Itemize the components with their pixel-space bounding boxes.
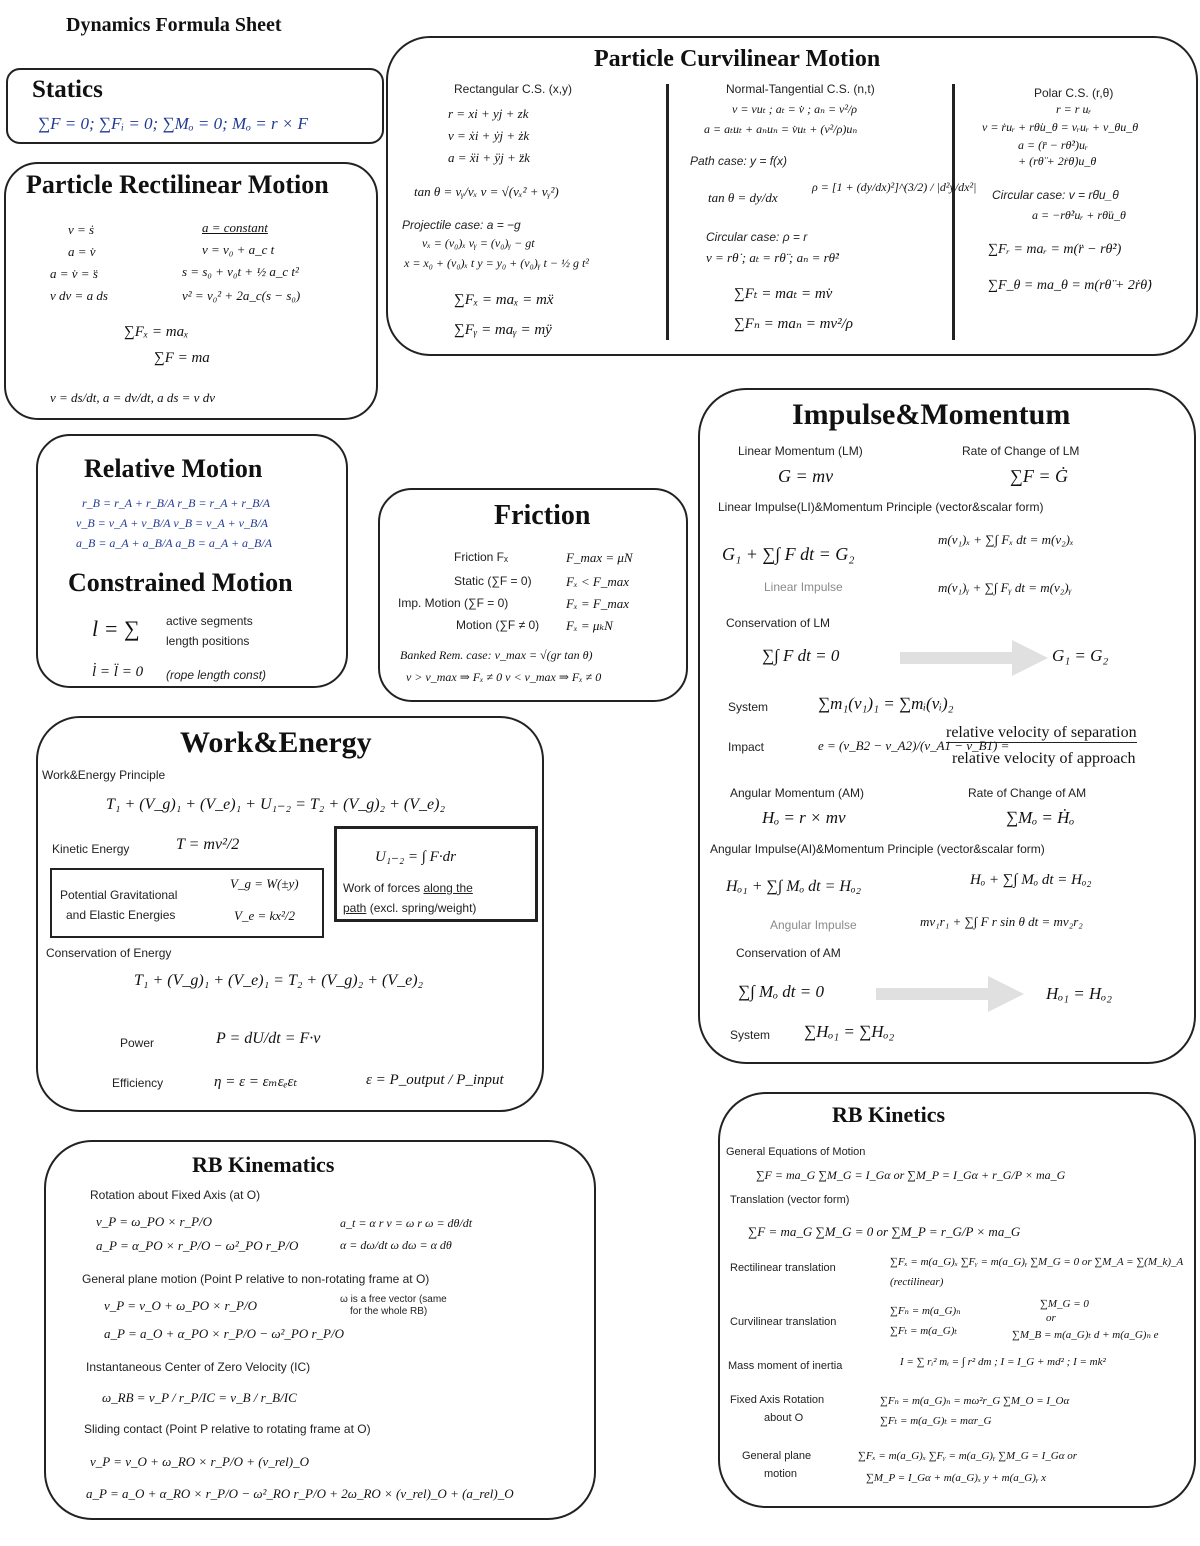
work-power: P = dU/dt = F·v <box>216 1030 321 1047</box>
rbkinetics-fixed-label-0: Fixed Axis Rotation <box>730 1394 825 1406</box>
rbkinetics-curv-1: ∑Fₜ = m(a_G)ₜ <box>890 1325 958 1337</box>
impulse-scalar-1: m(v₁)ᵧ + ∑∫ Fᵧ dt = m(v₂)ᵧ <box>938 580 1072 595</box>
curv-nt-row-1: a = aₜuₜ + aₙuₙ = v̇uₜ + (v²/ρ)uₙ <box>704 122 858 136</box>
friction-label-2: Imp. Motion (∑F = 0) <box>398 596 509 610</box>
rbkinetics-moi: I = ∑ rᵢ² mᵢ = ∫ r² dm ; I = I_G + md² ; I = mk² <box>900 1356 1106 1368</box>
curv-polar-row-1: v = ṙuᵣ + rθ̇u_θ = vᵣuᵣ + v_θu_θ <box>982 120 1139 134</box>
friction-banked2: v > v_max ⇒ Fₓ ≠ 0 v < v_max ⇒ Fₓ ≠ 0 <box>406 670 602 684</box>
rbkin-gp-label: General plane motion (Point P relative to non-rotating frame at O) <box>82 1272 430 1286</box>
work-pe-0: V_g = W(±y) <box>230 876 299 891</box>
friction-value-2: Fₓ = F_max <box>566 596 630 611</box>
rect-right-2: v² = v₀² + 2a_c(s − s₀) <box>182 288 301 303</box>
work-principle: T₁ + (V_g)₁ + (V_e)₁ + U₁₋₂ = T₂ + (V_g)₂ + (V_e)₂ <box>106 796 445 813</box>
constrained-term-1: length positions <box>166 634 250 648</box>
rbkin-rot-1: a_P = α_PO × r_P/O − ω²_PO r_P/O <box>96 1238 299 1253</box>
impulse-ai-note: Angular Impulse <box>770 918 857 932</box>
impulse-rate-lm: ∑F = Ġ <box>1010 466 1068 486</box>
rbkin-gp-note-0: ω is a free vector (same <box>340 1294 447 1305</box>
rectilinear-box <box>4 162 378 420</box>
constrained-header: Constrained Motion <box>68 568 293 597</box>
rbkin-gp-0: v_P = v_O + ω_PO × r_P/O <box>104 1298 257 1313</box>
work-note-1-text: Work of forces <box>343 881 424 895</box>
rbkin-slide-0: v_P = v_O + ω_RO × r_P/O + (v_rel)_O <box>90 1454 310 1469</box>
curv-rect-row-0: r = xi + yj + zk <box>448 106 529 121</box>
impulse-cons-right: G₁ = G₂ <box>1052 646 1109 665</box>
work-note-2-text: (excl. spring/weight) <box>366 901 477 915</box>
curv-rect-sum-1: ∑Fᵧ = maᵧ = mÿ <box>454 322 552 338</box>
rbkinetics-moi-label: Mass moment of inertia <box>728 1360 843 1372</box>
relative-row-2: a_B = a_A + a_B/A a_B = a_A + a_B/A <box>76 536 273 550</box>
curv-rect-tan: tan θ = vᵧ/vₓ v = √(vₓ² + vᵧ²) <box>414 184 559 199</box>
impulse-box <box>698 388 1196 1064</box>
work-cons-label: Conservation of Energy <box>46 946 172 960</box>
curv-path-1: ρ = [1 + (dy/dx)²]^(3/2) / |d²y/dx²| <box>812 180 977 194</box>
relative-row-0: r_B = r_A + r_B/A r_B = r_A + r_B/A <box>82 496 271 510</box>
impulse-system-label: System <box>728 700 769 714</box>
work-pe-1: V_e = kx²/2 <box>234 908 296 923</box>
friction-value-1: Fₓ < F_max <box>566 574 630 589</box>
rbkinetics-trans-label: Translation (vector form) <box>730 1194 850 1206</box>
work-ke-label: Kinetic Energy <box>52 842 130 856</box>
work-ke: T = mv²/2 <box>176 836 240 853</box>
curv-nt-sum-1: ∑Fₙ = maₙ = mv²/ρ <box>734 316 853 332</box>
curv-polar-circ-title: Circular case: v = rθ̇u_θ <box>992 188 1119 202</box>
work-pe-box <box>50 868 324 938</box>
rbkinetics-curv-right-0: ∑M_G = 0 <box>1040 1298 1089 1310</box>
impulse-rate-am-label: Rate of Change of AM <box>968 786 1087 800</box>
work-power-label: Power <box>120 1036 155 1050</box>
sheet-title: Dynamics Formula Sheet <box>66 14 282 36</box>
rect-left-3: v dv = a ds <box>50 288 108 303</box>
curv-proj-title: Projectile case: a = −g <box>402 218 521 232</box>
curv-path-title: Path case: y = f(x) <box>690 154 788 168</box>
impulse-am: Hₒ = r × mv <box>762 808 846 827</box>
curv-nt-sum-0: ∑Fₜ = maₜ = mv̇ <box>734 286 833 302</box>
curv-polar-row-2: a = (r̈ − rθ̇²)uᵣ <box>1018 138 1088 152</box>
impulse-system: ∑m₁(v₁)₁ = ∑mᵢ(vᵢ)₂ <box>818 694 954 713</box>
rbkin-ic-label: Instantaneous Center of Zero Velocity (IC) <box>86 1360 311 1374</box>
rbkin-header: RB Kinematics <box>192 1152 335 1177</box>
friction-banked: Banked Rem. case: v_max = √(gr tan θ) <box>400 648 593 662</box>
work-box <box>36 716 544 1112</box>
curvilinear-box <box>386 36 1198 356</box>
curv-polar-sum-1: ∑F_θ = ma_θ = m(rθ̈ + 2ṙθ̇) <box>988 278 1152 293</box>
work-eff: η = ε = εₘεₑεₜ <box>214 1074 298 1090</box>
friction-value-0: F_max = μN <box>566 550 633 565</box>
rect-right-0: v = v₀ + a_c t <box>202 242 275 257</box>
rbkin-rot-0: v_P = ω_PO × r_P/O <box>96 1214 213 1229</box>
work-note-2-underlined: path <box>343 901 367 915</box>
constrained-term-0: active segments <box>166 614 253 628</box>
curv-polar-sum-0: ∑Fᵣ = maᵣ = m(r̈ − rθ̇²) <box>988 242 1122 257</box>
rect-left-2: a = v̇ = s̈ <box>50 266 98 281</box>
impulse-aim: Hₒ₁ + ∑∫ Mₒ dt = Hₒ₂ <box>726 878 862 895</box>
impulse-aim-scalar-0: Hₒ + ∑∫ Mₒ dt = Hₒ₂ <box>970 872 1092 888</box>
work-eff2: ε = P_output / P_input <box>366 1072 504 1088</box>
rbkinetics-box <box>718 1092 1196 1508</box>
impulse-aim-label: Angular Impulse(AI)&Momentum Principle (vector&scalar form) <box>710 842 1045 856</box>
curv-proj-0: vₓ = (v₀)ₓ vᵧ = (v₀)ᵧ − gt <box>422 236 535 250</box>
rect-left-1: a = v̇ <box>68 244 96 259</box>
rbkinetics-gpm-1: ∑M_P = I_Gα + m(a_G)ₓ y + m(a_G)ᵧ x <box>866 1472 1047 1484</box>
impulse-cons-am-label: Conservation of AM <box>736 946 841 960</box>
impulse-cons-label: Conservation of LM <box>726 616 831 630</box>
curv-rect-title: Rectangular C.S. (x,y) <box>454 82 573 96</box>
rect-newton-0: ∑Fₓ = maₓ <box>124 324 189 340</box>
impulse-impact-label: Impact <box>728 740 765 754</box>
rbkin-gp-note-1: for the whole RB) <box>350 1306 428 1317</box>
rectilinear-header: Particle Rectilinear Motion <box>26 170 329 199</box>
impulse-rate-lm-label: Rate of Change of LM <box>962 444 1080 458</box>
curv-divider-2 <box>952 84 955 340</box>
work-u-box <box>334 826 538 922</box>
rbkinetics-curv-right-1: or <box>1046 1312 1056 1324</box>
friction-header: Friction <box>494 500 591 531</box>
rect-bottom: v = ds/dt, a = dv/dt, a ds = v dv <box>50 390 215 405</box>
constrained-eq1: l = ∑ <box>92 616 140 641</box>
impulse-lm: G = mv <box>778 466 834 486</box>
work-u-formula: U₁₋₂ = ∫ F·dr <box>375 849 456 865</box>
impulse-cons-am-left: ∑∫ Mₒ dt = 0 <box>738 982 824 1001</box>
curv-divider-1 <box>666 84 669 340</box>
curv-polar-title: Polar C.S. (r,θ) <box>1034 86 1114 100</box>
curv-circ: v = rθ̇ ; aₜ = rθ̈ ; aₙ = rθ̇² <box>706 250 839 265</box>
curv-nt-title: Normal-Tangential C.S. (n,t) <box>726 82 875 96</box>
friction-box <box>378 488 688 702</box>
rbkin-rot-right-1: α = dω/dt ω dω = α dθ <box>340 1238 452 1252</box>
impulse-system-am: ∑Hₒ₁ = ∑Hₒ₂ <box>804 1022 895 1041</box>
rect-newton-1: ∑F = ma <box>154 350 210 366</box>
rbkinetics-header: RB Kinetics <box>832 1102 946 1127</box>
relative-box <box>36 434 348 688</box>
statics-header: Statics <box>32 76 103 103</box>
impulse-impact-den: relative velocity of approach <box>952 750 1136 767</box>
rbkinetics-curv-label: Curvilinear translation <box>730 1316 837 1328</box>
impulse-system-am-label: System <box>730 1028 771 1042</box>
impulse-rate-am: ∑Mₒ = Ḣₒ <box>1006 808 1075 827</box>
rbkinetics-curv-right-2: ∑M_B = m(a_G)ₜ d + m(a_G)ₙ e <box>1012 1329 1159 1341</box>
impulse-impact-num: relative velocity of separation <box>946 724 1137 741</box>
rbkinetics-fixed-1: ∑Fₜ = m(a_G)ₜ = mαr_G <box>880 1415 992 1427</box>
curv-polar-row-3: + (rθ̈ + 2ṙθ̇)u_θ <box>1018 154 1097 168</box>
friction-label-0: Friction Fₓ <box>454 550 508 564</box>
impulse-principle-label: Linear Impulse(LI)&Momentum Principle (vector&scalar form) <box>718 500 1044 514</box>
impulse-cons-arrow <box>900 638 1050 678</box>
constrained-eq2: l̇ = l̈ = 0 <box>92 664 144 680</box>
rbkin-box <box>44 1140 596 1520</box>
rbkin-gp-1: a_P = a_O + α_PO × r_P/O − ω²_PO r_P/O <box>104 1326 344 1341</box>
work-note-2 <box>343 901 476 915</box>
work-eff-label: Efficiency <box>112 1076 164 1090</box>
rbkinetics-fixed-0: ∑Fₙ = m(a_G)ₙ = mω²r_G ∑M_O = I_Oα <box>880 1395 1070 1407</box>
curv-polar-circ: a = −rθ̇²uᵣ + rθ̈u_θ <box>1032 208 1126 222</box>
work-pe-label-0: Potential Gravitational <box>60 888 178 902</box>
rbkin-ic: ω_RB = v_P / r_P/IC = v_B / r_B/IC <box>102 1390 297 1405</box>
curv-nt-row-0: v = vuₜ ; aₜ = v̇ ; aₙ = v²/ρ <box>732 102 858 116</box>
rbkinetics-trans: ∑F = ma_G ∑M_G = 0 or ∑M_P = r_G/P × ma_G <box>748 1224 1021 1239</box>
impulse-header: Impulse&Momentum <box>792 398 1071 431</box>
impulse-li-note: Linear Impulse <box>764 580 843 594</box>
curv-circ-title: Circular case: ρ = r <box>706 230 808 244</box>
work-header: Work&Energy <box>180 726 372 759</box>
rbkinetics-gen-label: General Equations of Motion <box>726 1146 866 1158</box>
rect-left-0: v = ṡ <box>68 222 95 237</box>
statics-box <box>6 68 384 144</box>
curv-rect-row-2: a = ẍi + ÿj + z̈k <box>448 150 530 165</box>
rbkinetics-gpm-label-0: General plane <box>742 1450 812 1462</box>
impulse-impact: e = (v_B2 − v_A2)/(v_A1 − v_B1) = <box>818 738 1010 753</box>
impulse-cons-left: ∑∫ F dt = 0 <box>762 646 840 665</box>
work-cons: T₁ + (V_g)₁ + (V_e)₁ = T₂ + (V_g)₂ + (V_e)₂ <box>134 972 424 989</box>
work-principle-label: Work&Energy Principle <box>42 768 166 782</box>
impulse-am-label: Angular Momentum (AM) <box>730 786 865 800</box>
impulse-scalar-0: m(v₁)ₓ + ∑∫ Fₓ dt = m(v₂)ₓ <box>938 532 1074 547</box>
rbkin-slide-1: a_P = a_O + α_RO × r_P/O − ω²_RO r_P/O + 2ω_RO × (v_rel)_O + (a_rel)_O <box>86 1486 514 1501</box>
rbkinetics-gpm-label-1: motion <box>764 1468 798 1480</box>
curv-rect-sum-0: ∑Fₓ = maₓ = mẍ <box>454 292 554 308</box>
impulse-cons-am-right: Hₒ₁ = Hₒ₂ <box>1046 984 1113 1003</box>
curv-rect-row-1: v = ẋi + ẏj + żk <box>448 128 530 143</box>
curv-polar-row-0: r = r uᵣ <box>1056 102 1092 116</box>
rect-right-title: a = constant <box>202 220 268 235</box>
rbkinetics-curv-0: ∑Fₙ = m(a_G)ₙ <box>890 1305 961 1317</box>
rbkin-slide-label: Sliding contact (Point P relative to rotating frame at O) <box>84 1422 371 1436</box>
impulse-aim-scalar-1: mv₁r₁ + ∑∫ F r sin θ dt = mv₂r₂ <box>920 914 1083 929</box>
work-pe-label-1: and Elastic Energies <box>66 908 176 922</box>
rbkin-rot-right-0: a_t = α r v = ω r ω = dθ/dt <box>340 1216 473 1230</box>
rbkinetics-gpm-0: ∑Fₓ = m(a_G)ₓ ∑Fᵧ = m(a_G)ᵧ ∑M_G = I_Gα or <box>858 1450 1078 1462</box>
relative-row-1: v_B = v_A + v_B/A v_B = v_A + v_B/A <box>76 516 269 530</box>
rbkinetics-fixed-label-1: about O <box>764 1412 804 1424</box>
rect-right-1: s = s₀ + v₀t + ½ a_c t² <box>182 264 299 279</box>
curv-path-0: tan θ = dy/dx <box>708 190 778 205</box>
friction-value-3: Fₓ = μₖN <box>566 618 613 633</box>
rbkinetics-rect-1: (rectilinear) <box>890 1276 944 1288</box>
rbkin-rot-label: Rotation about Fixed Axis (at O) <box>90 1188 261 1202</box>
rbkinetics-rect-0: ∑Fₓ = m(a_G)ₓ ∑Fᵧ = m(a_G)ᵧ ∑M_G = 0 or ∑M_A = ∑(M_k)_A <box>890 1256 1184 1268</box>
curv-proj-1: x = x₀ + (v₀)ₓ t y = y₀ + (v₀)ᵧ t − ½ g t² <box>404 256 589 270</box>
work-note-1 <box>343 881 473 895</box>
curvilinear-header: Particle Curvilinear Motion <box>594 46 881 72</box>
impulse-cons-am-arrow <box>876 974 1026 1014</box>
impulse-lm-label: Linear Momentum (LM) <box>738 444 863 458</box>
friction-label-3: Motion (∑F ≠ 0) <box>456 618 540 632</box>
rbkinetics-rect-label: Rectilinear translation <box>730 1262 836 1274</box>
statics-formula: ∑F = 0; ∑Fᵢ = 0; ∑Mₒ = 0; Mₒ = r × F <box>38 114 308 133</box>
friction-label-1: Static (∑F = 0) <box>454 574 532 588</box>
work-note-underlined: along the <box>423 881 473 895</box>
impulse-principle: G₁ + ∑∫ F dt = G₂ <box>722 544 855 564</box>
relative-header: Relative Motion <box>84 454 263 483</box>
rbkinetics-gen: ∑F = ma_G ∑M_G = I_Gα or ∑M_P = I_Gα + r_G/P × ma_G <box>756 1168 1066 1182</box>
constrained-eq2-note: (rope length const) <box>166 668 267 682</box>
